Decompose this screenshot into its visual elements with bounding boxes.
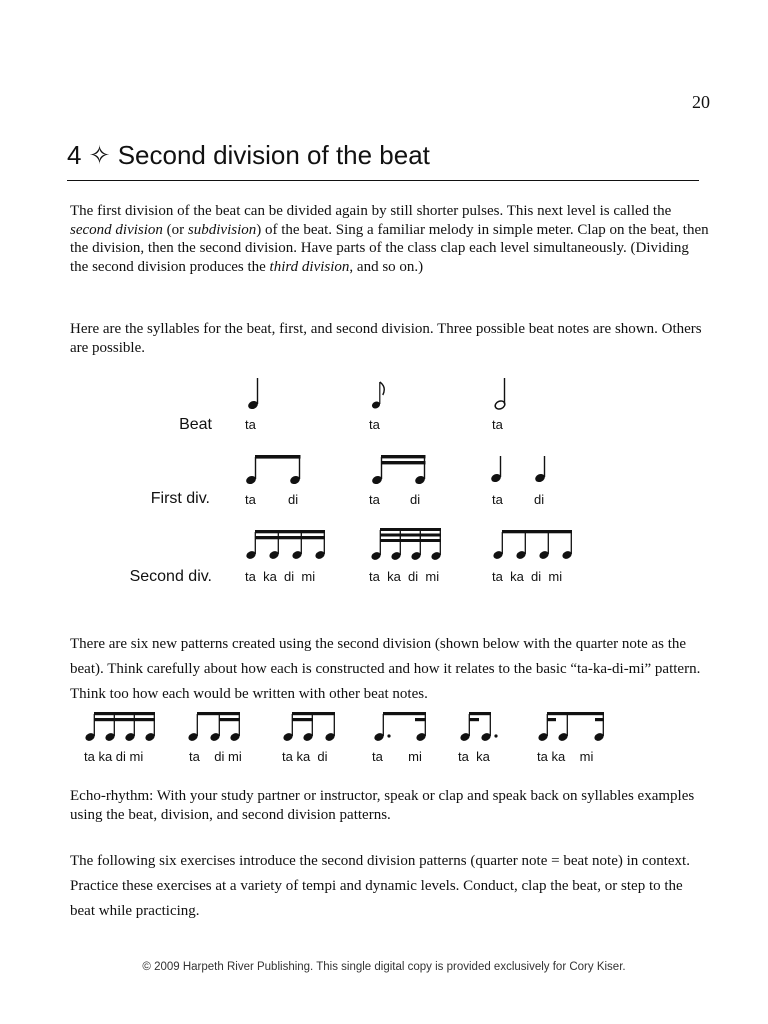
two-quarter-notes-icon xyxy=(490,456,546,484)
second-div-syllables: ta ka di mi xyxy=(492,569,563,584)
half-note-icon xyxy=(494,378,506,411)
second-div-syllables: ta ka di mi xyxy=(369,569,440,584)
pattern-6-icon xyxy=(537,712,605,742)
first-div-syllable: di xyxy=(288,492,299,507)
eighth-note-icon xyxy=(371,382,384,410)
row-label-beat: Beat xyxy=(179,416,212,433)
beat-syllable-quarter: ta xyxy=(245,417,256,432)
pattern-syllables: ta ka di xyxy=(282,749,328,764)
first-div-syllable: di xyxy=(534,492,545,507)
pattern-1-icon xyxy=(84,712,156,742)
beat-syllable-half: ta xyxy=(492,417,503,432)
first-div-syllable: ta xyxy=(369,492,380,507)
four-eighths-beamed-icon xyxy=(492,530,573,560)
two-sixteenths-beamed-icon xyxy=(371,455,426,486)
row-label-second-div: Second div. xyxy=(129,568,212,585)
pattern-syllables: ta di mi xyxy=(189,749,242,764)
first-div-syllable: ta xyxy=(492,492,503,507)
pattern-syllables: ta ka di mi xyxy=(84,749,144,764)
pattern-3-icon xyxy=(282,712,336,742)
quarter-note-icon xyxy=(247,378,259,411)
two-eighths-beamed-icon xyxy=(245,455,301,486)
pattern-4-icon xyxy=(373,712,427,742)
four-thirty-seconds-beamed-icon xyxy=(370,528,442,561)
term-second-division: second division xyxy=(70,221,163,238)
pattern-syllables: ta mi xyxy=(372,749,422,764)
patterns-paragraph: There are six new patterns created using the second division (shown below with the quarter note as the beat). Think carefully about how each is constructed and how it relates to the basic “ta-ka-di-mi” pattern. Think too how each would be written with other beat notes. xyxy=(70,636,701,702)
four-sixteenths-beamed-icon xyxy=(245,530,326,560)
second-div-syllables: ta ka di mi xyxy=(245,569,316,584)
intro-paragraph-1: The first division of the beat can be divided again by still shorter pulses. This next level is called the second division (or subdivision) of the beat. Sing a familiar melody in simple meter. Clap on the beat, then the division, then the second division. Have parts of the class clap each level simultaneously. (Dividing the second division produces the third division, and so on.) xyxy=(70,203,709,275)
copyright-footer: © 2009 Harpeth River Publishing. This single digital copy is provided exclusively for Cory Kiser. xyxy=(142,961,626,973)
page-number: 20 xyxy=(692,92,710,112)
echo-rhythm-paragraph: Echo-rhythm: With your study partner or instructor, speak or clap and speak back on syllables examples using the beat, division, and second division patterns. xyxy=(70,788,695,823)
first-div-syllable: ta xyxy=(245,492,256,507)
term-subdivision: subdivision xyxy=(187,221,257,238)
intro-paragraph-2: Here are the syllables for the beat, first, and second division. Three possible beat notes are shown. Others are possible. xyxy=(70,321,702,356)
exercises-paragraph: The following six exercises introduce the second division patterns (quarter note = beat note) in context. Practice these exercises at a variety of tempi and dynamic levels. Conduct, clap the beat, or step to the beat while practicing. xyxy=(70,853,690,919)
pattern-2-icon xyxy=(187,712,241,742)
term-third-division: third division xyxy=(269,258,350,275)
beat-syllable-eighth: ta xyxy=(369,417,380,432)
chapter-title: 4 ✧ Second division of the beat xyxy=(67,140,430,170)
first-div-syllable: di xyxy=(410,492,421,507)
row-label-first-div: First div. xyxy=(150,490,210,507)
pattern-syllables: ta ka xyxy=(458,749,490,764)
pattern-syllables: ta ka mi xyxy=(537,749,594,764)
pattern-5-icon xyxy=(459,712,497,742)
